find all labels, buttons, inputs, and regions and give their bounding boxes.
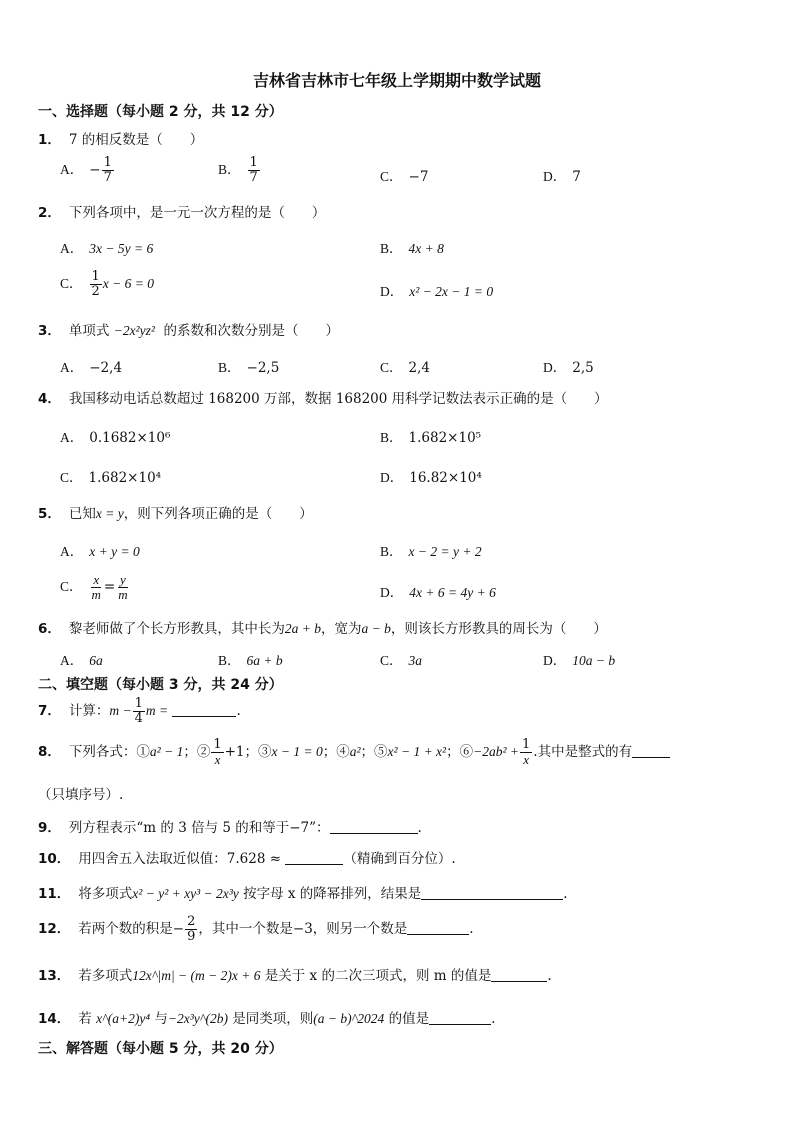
question-number: 8． — [38, 744, 61, 760]
q3-option-d — [543, 356, 594, 376]
period: . — [491, 1011, 496, 1027]
q2-option-c — [60, 270, 154, 299]
question-text-post: 的系数和次数分别是（ ） — [163, 323, 339, 339]
option-letter: C． — [60, 579, 83, 594]
numerator: y — [120, 572, 126, 587]
q4-option-c — [60, 466, 161, 486]
question-number: 12． — [38, 921, 71, 937]
q2-option-a — [60, 237, 153, 257]
option-letter: A． — [60, 430, 84, 445]
fraction — [211, 738, 223, 767]
expression: −2x³y^(2b) — [167, 1011, 228, 1026]
question-9 — [38, 816, 422, 836]
option-value: 7 — [572, 169, 581, 185]
separator: ； — [183, 744, 197, 760]
question-text-mid: 与 — [154, 1011, 168, 1027]
denominator: 9 — [187, 929, 196, 944]
option-value: 16.82×10⁴ — [409, 470, 482, 486]
question-text-mid: ，宽为 — [321, 621, 362, 637]
question-text: 用四舍五入法取近似值：7.628 ≈ — [78, 851, 282, 867]
q1-option-c — [380, 165, 428, 185]
question-1 — [38, 128, 203, 148]
question-text-pre: 单项式 — [68, 323, 110, 339]
q3-option-a — [60, 356, 122, 376]
option-letter: B． — [380, 544, 403, 559]
question-7 — [38, 697, 241, 726]
numerator: 1 — [249, 155, 258, 170]
item-marker: ③ — [258, 744, 272, 760]
expression: +1 — [224, 744, 245, 760]
numerator: 2 — [187, 914, 196, 929]
option-value: x − 2 = y + 2 — [408, 544, 482, 559]
option-value: −2,4 — [89, 360, 123, 376]
answer-blank[interactable] — [429, 1012, 491, 1025]
question-text-pre: 将多项式 — [78, 886, 133, 902]
option-value: 1.682×10⁵ — [408, 430, 482, 446]
fraction — [102, 156, 114, 185]
fraction — [248, 156, 260, 185]
option-sign: − — [89, 162, 101, 178]
question-14 — [38, 1007, 495, 1027]
question-text: 列方程表示“m 的 3 倍与 5 的和等于−7”： — [68, 820, 330, 836]
option-value: 6a + b — [246, 653, 283, 668]
option-letter: A． — [60, 162, 84, 177]
question-text-pre: 若 — [78, 1011, 92, 1027]
answer-blank[interactable] — [330, 821, 418, 834]
option-letter: C． — [380, 169, 403, 184]
option-value: 1.682×10⁴ — [88, 470, 162, 486]
question-10 — [38, 847, 456, 867]
numerator: 1 — [91, 269, 100, 284]
answer-blank[interactable] — [407, 922, 469, 935]
option-value: 2,5 — [572, 360, 594, 376]
answer-blank[interactable] — [632, 745, 670, 758]
q2-option-b — [380, 237, 444, 257]
fraction — [90, 573, 103, 602]
option-letter: A． — [60, 653, 84, 668]
question-text-pre: 已知 — [68, 506, 96, 522]
q6-option-b — [218, 649, 283, 669]
expression: a − b — [361, 621, 391, 636]
answer-blank[interactable] — [491, 969, 547, 982]
numerator: 1 — [134, 696, 143, 711]
question-13 — [38, 964, 552, 984]
option-value: 4x + 6 = 4y + 6 — [409, 585, 496, 600]
numerator: 1 — [522, 737, 531, 752]
question-text-post: 的值是 — [388, 1011, 430, 1027]
item-marker: ④ — [336, 744, 350, 760]
expression: 12x^|m| − (m − 2)x + 6 — [132, 968, 261, 983]
answer-blank[interactable] — [285, 852, 343, 865]
option-letter: C． — [60, 470, 83, 485]
expression: x = y — [95, 506, 124, 521]
fraction — [185, 915, 197, 944]
fraction — [133, 697, 145, 726]
option-letter: D． — [380, 585, 404, 600]
question-text-pre: 若多项式 — [78, 968, 133, 984]
option-letter: D． — [380, 284, 404, 299]
question-text-pre: 黎老师做了个长方形教具，其中长为 — [68, 621, 285, 637]
q2-option-d — [380, 280, 493, 300]
section-heading-solve: 三、解答题（每小题 5 分，共 20 分） — [38, 1041, 283, 1057]
question-number: 5． — [38, 506, 61, 522]
expression: −2ab² + — [473, 744, 520, 759]
option-value: −2,5 — [246, 360, 280, 376]
question-text-post: ，则该长方形教具的周长为（ ） — [390, 621, 607, 637]
question-text-mid: 是同类项，则 — [232, 1011, 314, 1027]
option-value: x − 6 = 0 — [102, 276, 155, 291]
expression: (a − b)^2024 — [313, 1011, 385, 1026]
period: . — [417, 820, 422, 836]
item-marker: ⑥ — [459, 744, 474, 760]
question-number: 4． — [38, 391, 61, 407]
expression: x^(a+2)y⁴ — [96, 1011, 151, 1026]
option-value: 0.1682×10⁶ — [89, 430, 171, 446]
q5-option-b — [380, 540, 482, 560]
page-title: 吉林省吉林市七年级上学期期中数学试题 — [252, 71, 541, 90]
question-6 — [38, 617, 607, 637]
q5-option-a — [60, 540, 140, 560]
q6-option-a — [60, 649, 103, 669]
period: . — [547, 968, 552, 984]
question-number: 9． — [38, 820, 61, 836]
period: . — [236, 703, 241, 719]
denominator: 2 — [91, 284, 100, 299]
denominator: m — [118, 587, 128, 602]
separator: ； — [446, 744, 460, 760]
section-heading-fill: 二、填空题（每小题 3 分，共 24 分） — [38, 677, 283, 693]
fraction — [90, 270, 102, 299]
option-letter: C． — [380, 653, 403, 668]
numerator: 1 — [213, 737, 222, 752]
q6-option-d — [543, 649, 615, 669]
question-number: 2． — [38, 205, 61, 221]
option-letter: D． — [380, 470, 404, 485]
denominator: x — [523, 752, 530, 767]
q1-option-a — [60, 156, 115, 185]
option-letter: D． — [543, 169, 567, 184]
question-4 — [38, 387, 608, 407]
question-text: 我国移动电话总数超过 168200 万部，数据 168200 用科学记数法表示正确的是（ ） — [68, 391, 608, 407]
question-text: 下列各式： — [68, 744, 137, 760]
equals-sign: = — [103, 579, 116, 595]
denominator: 4 — [134, 711, 143, 726]
question-number: 6． — [38, 621, 61, 637]
question-text-post: （精确到百分位）. — [343, 851, 456, 867]
separator: ； — [244, 744, 259, 760]
expression: x² − 1 + x² — [387, 744, 447, 759]
option-letter: C． — [380, 360, 403, 375]
q6-option-c — [380, 649, 422, 669]
option-letter: B． — [218, 653, 241, 668]
question-number: 11． — [38, 886, 71, 902]
option-letter: C． — [60, 276, 83, 291]
question-number: 7． — [38, 703, 61, 719]
question-number: 3． — [38, 323, 61, 339]
section-heading-choice: 一、选择题（每小题 2 分，共 12 分） — [38, 104, 283, 120]
answer-blank[interactable] — [172, 704, 236, 717]
question-number: 13． — [38, 968, 71, 984]
expression: x² − y² + xy³ − 2x³y — [132, 886, 239, 901]
option-letter: A． — [60, 241, 84, 256]
option-value: 2,4 — [408, 360, 430, 376]
period: . — [469, 921, 474, 937]
q1-option-b — [218, 156, 261, 185]
numerator: 1 — [103, 155, 112, 170]
question-text-post: ，其中一个数是−3，则另一个数是 — [198, 921, 408, 937]
question-8-line-2: （只填序号）. — [38, 787, 124, 803]
question-text: 下列各项中，是一元一次方程的是（ ） — [68, 205, 326, 221]
question-text-post: .其中是整式的有 — [533, 744, 633, 760]
option-letter: A． — [60, 544, 84, 559]
question-number: 1． — [38, 132, 61, 148]
q5-option-c — [60, 573, 131, 602]
option-letter: D． — [543, 360, 567, 375]
option-value: 6a — [89, 653, 103, 668]
option-value: 4x + 8 — [408, 241, 444, 256]
question-text-pre: 若两个数的积是 — [78, 921, 173, 937]
question-8 — [38, 738, 670, 767]
denominator: x — [214, 752, 221, 767]
numerator: x — [93, 572, 100, 587]
expression: m − — [109, 703, 132, 718]
option-letter: B． — [380, 241, 403, 256]
fraction — [520, 738, 532, 767]
item-marker: ⑤ — [374, 744, 388, 760]
fraction — [116, 573, 129, 602]
answer-blank[interactable] — [421, 887, 563, 900]
q3-option-b — [218, 356, 279, 376]
denominator: m — [91, 587, 101, 602]
question-3 — [38, 319, 339, 339]
question-text-post: 按字母 x 的降幂排列，结果是 — [243, 886, 422, 902]
expression: x − 1 = 0 — [271, 744, 323, 759]
question-text-post: ，则下列各项正确的是（ ） — [123, 506, 313, 522]
expression: a² − 1 — [149, 744, 184, 759]
option-value: x + y = 0 — [89, 544, 140, 559]
expression: 2a + b — [284, 621, 322, 636]
question-12 — [38, 915, 474, 944]
period: . — [563, 886, 568, 902]
q1-option-d — [543, 165, 581, 185]
q3-option-c — [380, 356, 430, 376]
question-number: 14． — [38, 1011, 71, 1027]
question-11 — [38, 882, 568, 902]
option-value: −7 — [408, 169, 429, 185]
option-value: x² − 2x − 1 = 0 — [409, 284, 494, 299]
option-value: 3a — [408, 653, 423, 668]
denominator: 7 — [249, 170, 258, 185]
question-text: 计算： — [68, 703, 110, 719]
question-text-post: 是关于 x 的二次三项式，则 m 的值是 — [264, 968, 492, 984]
item-marker: ② — [196, 744, 211, 760]
question-5 — [38, 502, 313, 522]
expression: a² — [349, 744, 361, 759]
option-letter: B． — [218, 360, 241, 375]
q4-option-a — [60, 426, 170, 446]
q4-option-d — [380, 466, 482, 486]
separator: ； — [360, 744, 375, 760]
separator: ； — [322, 744, 337, 760]
question-2 — [38, 201, 325, 221]
q4-option-b — [380, 426, 481, 446]
option-letter: B． — [218, 162, 241, 177]
q5-option-d — [380, 581, 496, 601]
expression: −2x²yz² — [113, 323, 155, 338]
option-value: 3x − 5y = 6 — [89, 241, 154, 256]
question-number: 10． — [38, 851, 71, 867]
minus-sign: − — [172, 921, 185, 937]
option-letter: D． — [543, 653, 567, 668]
expression: m = — [145, 703, 169, 718]
question-text: 7 的相反数是（ ） — [68, 132, 204, 148]
denominator: 7 — [103, 170, 112, 185]
option-letter: A． — [60, 360, 84, 375]
item-marker: ① — [136, 744, 150, 760]
option-value: 10a − b — [572, 653, 616, 668]
option-letter: B． — [380, 430, 403, 445]
